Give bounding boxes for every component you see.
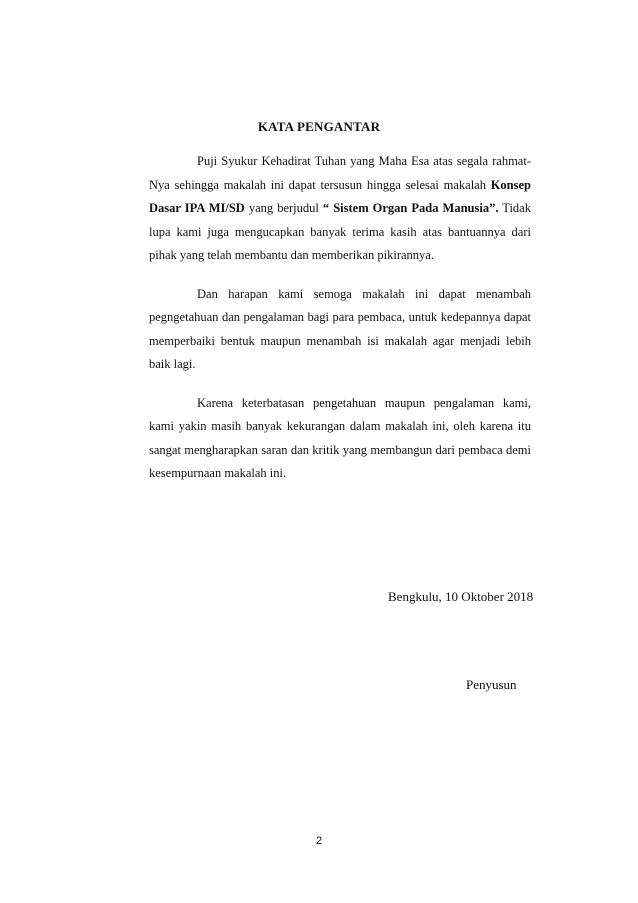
paragraph-1 (149, 150, 531, 268)
signer-label: Penyusun (466, 677, 517, 692)
place-date: Bengkulu, 10 Oktober 2018 (388, 589, 534, 604)
paper-title: “ Sistem Organ Pada Manusia”. (322, 201, 499, 215)
body-text (149, 150, 531, 486)
paragraph-1-text-2: yang berjudul (244, 201, 323, 215)
paragraph-1-text-3: Tidak lupa kami juga mengucapkan banyak terima kasih atas bantuannya dari pihak yang telah membantu dan memberikan pikirannya. (149, 201, 531, 262)
course-title: Konsep Dasar IPA MI/SD (149, 177, 531, 215)
paragraph-2: Dan harapan kami semoga makalah ini dapat menambah pegngetahuan dan pengalaman bagi para pembaca, untuk kedepannya dapat memperbaiki bentuk maupun menambah isi makalah agar menjadi lebih baik lagi. (149, 286, 531, 371)
paragraph-1-text-1: Puji Syukur Kehadirat Tuhan yang Maha Esa atas segala rahmat-Nya sehingga makalah ini dapat tersusun hingga selesai makalah (149, 154, 531, 192)
page-number: 2 (315, 835, 323, 847)
page-title: KATA PENGANTAR (257, 119, 381, 134)
paragraph-3: Karena keterbatasan pengetahuan maupun pengalaman kami, kami yakin masih banyak kekurangan dalam makalah ini, oleh karena itu sangat mengharapkan saran dan kritik yang membangun dari pembaca demi kesempurnaan makalah ini. (149, 395, 531, 480)
